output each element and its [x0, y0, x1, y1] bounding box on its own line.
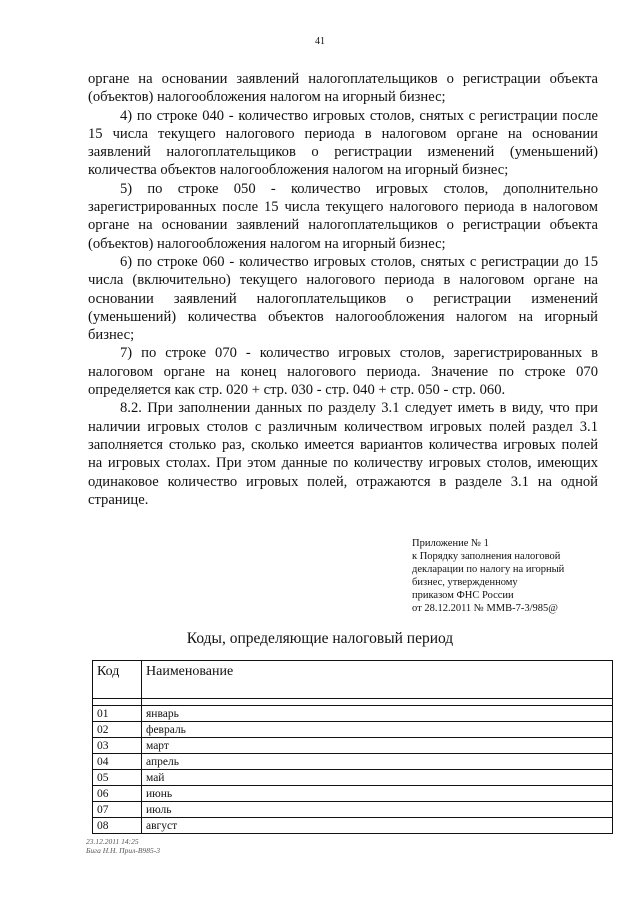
footer-author: Бига Н.Н. Прил-В985-3 — [86, 846, 160, 855]
table-row — [93, 786, 613, 802]
code-cell: 03 — [93, 738, 142, 754]
document-footer-stamp — [86, 837, 160, 855]
appendix-line: приказом ФНС России — [412, 590, 514, 601]
column-header-name: Наименование — [142, 661, 613, 699]
table-row — [93, 802, 613, 818]
table-header-row — [93, 661, 613, 699]
table-row — [93, 754, 613, 770]
table-row — [93, 770, 613, 786]
name-cell: июль — [142, 802, 613, 818]
paragraph-continuation: органе на основании заявлений налогоплательщиков о регистрации объекта (объектов) налогообложения налогом на игорный бизнес; — [88, 71, 598, 106]
name-cell: март — [142, 738, 613, 754]
appendix-line: Приложение № 1 — [412, 538, 489, 549]
page-number: 41 — [315, 36, 325, 47]
name-cell: июнь — [142, 786, 613, 802]
table-row — [93, 738, 613, 754]
table-row — [93, 706, 613, 722]
code-cell: 06 — [93, 786, 142, 802]
appendix-line: декларации по налогу на игорный — [412, 564, 565, 575]
column-header-code: Код — [93, 661, 142, 699]
name-cell: январь — [142, 706, 613, 722]
name-cell: май — [142, 770, 613, 786]
appendix-line: от 28.12.2011 № ММВ-7-3/985@ — [412, 603, 558, 614]
paragraph-line-050: 5) по строке 050 - количество игровых столов, дополнительно зарегистрированных после 15 числа текущего налогового периода в налоговом органе на основании заявлений налогоплательщиков о регистрации объекта (объектов) налогообложения налогом на игорный бизнес; — [88, 180, 598, 252]
appendix-line: бизнес, утвержденному — [412, 577, 518, 588]
appendix-line: к Порядку заполнения налоговой — [412, 551, 561, 562]
body-text — [88, 70, 598, 509]
code-cell: 04 — [93, 754, 142, 770]
name-cell: апрель — [142, 754, 613, 770]
appendix-note — [412, 537, 612, 615]
paragraph-line-040: 4) по строке 040 - количество игровых столов, снятых с регистрации после 15 числа текущего налогового периода в налоговом органе на основании заявлений налогоплательщиков о регистрации изменений (уменьшений) количества объектов налогообложения налогом на игорный бизнес; — [88, 107, 598, 179]
name-cell: август — [142, 818, 613, 834]
paragraph-line-060: 6) по строке 060 - количество игровых столов, снятых с регистрации до 15 числа (включительно) текущего налогового периода в налоговом органе на основании заявлений налогоплательщиков о регистрации изменений (уменьшений) количества объектов налогообложения налогом на игорный бизнес; — [88, 253, 598, 344]
code-cell: 07 — [93, 802, 142, 818]
table-spacer-row — [93, 699, 613, 706]
period-codes-table — [92, 660, 613, 834]
code-cell: 02 — [93, 722, 142, 738]
code-cell: 08 — [93, 818, 142, 834]
code-cell: 05 — [93, 770, 142, 786]
name-cell: февраль — [142, 722, 613, 738]
code-cell: 01 — [93, 706, 142, 722]
footer-timestamp: 23.12.2011 14:25 — [86, 837, 139, 846]
table-title: Коды, определяющие налоговый период — [186, 630, 454, 647]
paragraph-line-070: 7) по строке 070 - количество игровых столов, зарегистрированных в налоговом органе на конец налогового периода. Значение по строке 070 определяется как стр. 020 + стр. 030 - стр. 040 + стр. 050 - стр. 060. — [88, 345, 598, 399]
table-row — [93, 818, 613, 834]
table-row — [93, 722, 613, 738]
paragraph-section-8-2: 8.2. При заполнении данных по разделу 3.1 следует иметь в виду, что при наличии игровых столов с различным количеством игровых полей раздел 3.1 заполняется столько раз, сколько имеется вариантов количества игровых полей на игровых столах. При этом данные по количеству игровых столов, имеющих одинаковое количество игровых полей, отражаются в разделе 3.1 на одной странице. — [88, 400, 598, 508]
